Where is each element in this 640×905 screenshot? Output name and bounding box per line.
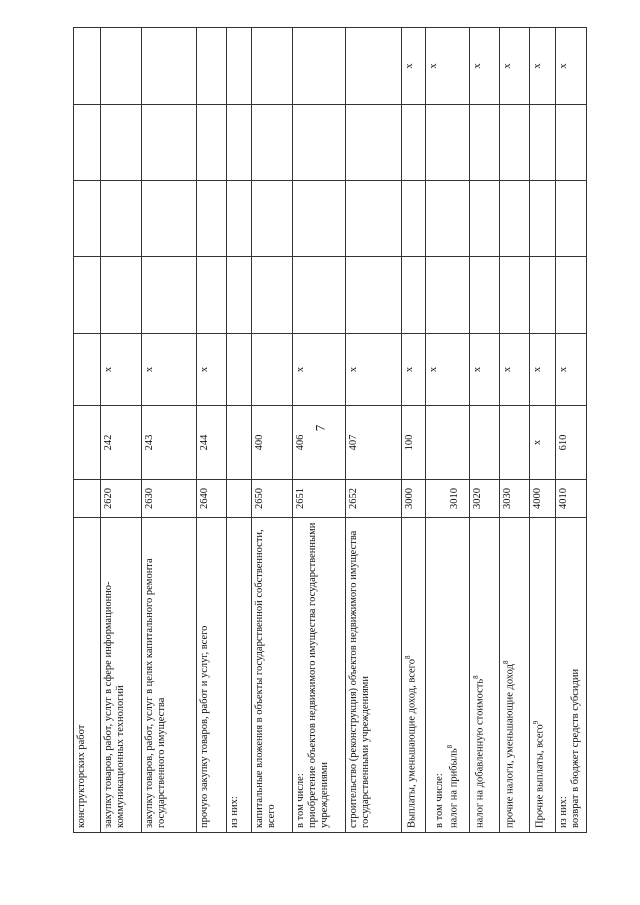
rotated-table-container bbox=[73, 28, 586, 833]
cross-mark: х bbox=[101, 334, 142, 406]
cross-mark: х bbox=[426, 334, 470, 406]
budget-code: 100 bbox=[402, 406, 426, 480]
line-code: 4010 bbox=[556, 480, 587, 518]
line-code: 3030 bbox=[500, 480, 530, 518]
line-code: 4000 bbox=[530, 480, 556, 518]
line-code bbox=[74, 480, 101, 518]
budget-code bbox=[426, 406, 470, 480]
cross-mark: х bbox=[346, 334, 402, 406]
budget-code: 243 bbox=[142, 406, 197, 480]
cross-mark: х bbox=[197, 334, 227, 406]
cross-mark: х bbox=[530, 28, 556, 105]
table-row bbox=[142, 28, 197, 833]
budget-code: 406 bbox=[293, 406, 346, 480]
row-label: конструкторских работ bbox=[74, 518, 101, 833]
row-label: Выплаты, уменьшающие доход, всего$^8$ bbox=[402, 518, 426, 833]
line-code: 2620 bbox=[101, 480, 142, 518]
table-row bbox=[402, 28, 426, 833]
table-row bbox=[530, 28, 556, 833]
line-code: 3000 bbox=[402, 480, 426, 518]
table-row bbox=[101, 28, 142, 833]
budget-code: 407 bbox=[346, 406, 402, 480]
line-code: 2640 bbox=[197, 480, 227, 518]
cross-mark: х bbox=[530, 334, 556, 406]
row-label: закупку товаров, работ, услуг в сфере информационно-коммуникационных технологий bbox=[101, 518, 142, 833]
cross-mark: х bbox=[500, 28, 530, 105]
financial-table bbox=[73, 27, 587, 833]
row-label: закупку товаров, работ, услуг в целях капитального ремонта государственного имущества bbox=[142, 518, 197, 833]
row-label: из них: bbox=[227, 518, 252, 833]
cross-mark: х bbox=[556, 28, 587, 105]
table-row bbox=[346, 28, 402, 833]
row-label-intro: в том числе: bbox=[434, 773, 445, 828]
row-label: прочие налоги, уменьшающие доход$^8$ bbox=[500, 518, 530, 833]
budget-code bbox=[74, 406, 101, 480]
cross-mark: х bbox=[402, 334, 426, 406]
row-label-intro: из них: bbox=[558, 796, 569, 828]
budget-code: 244 bbox=[197, 406, 227, 480]
row-label-main: приобретение объектов недвижимого имущества государственными учреждениями bbox=[307, 522, 331, 828]
table-row bbox=[227, 28, 252, 833]
table-row bbox=[426, 28, 470, 833]
budget-code: 400 bbox=[252, 406, 293, 480]
row-label: капитальные вложения в объекты государственной собственности, всего bbox=[252, 518, 293, 833]
cross-mark: х bbox=[426, 28, 470, 105]
row-label: налог на добавленную стоимость$^8$ bbox=[470, 518, 500, 833]
row-label bbox=[293, 518, 346, 833]
budget-code bbox=[470, 406, 500, 480]
budget-code bbox=[500, 406, 530, 480]
row-label-main: возврат в бюджет средств субсидии bbox=[570, 668, 582, 828]
row-label: Прочие выплаты, всего$^9$ bbox=[530, 518, 556, 833]
table-row bbox=[74, 28, 101, 833]
budget-code: 610 bbox=[556, 406, 587, 480]
line-code: 2652 bbox=[346, 480, 402, 518]
table-row bbox=[293, 28, 346, 833]
line-code: 2630 bbox=[142, 480, 197, 518]
cross-mark: х bbox=[293, 334, 346, 406]
cross-mark: х bbox=[402, 28, 426, 105]
table-row bbox=[500, 28, 530, 833]
line-code: 3010 bbox=[426, 480, 470, 518]
cross-mark: х bbox=[142, 334, 197, 406]
row-label bbox=[556, 518, 587, 833]
cross-mark: х bbox=[470, 28, 500, 105]
row-label: строительство (реконструкция) объектов недвижимого имущества государственными учреждениями bbox=[346, 518, 402, 833]
cross-mark: х bbox=[556, 334, 587, 406]
cross-mark: х bbox=[470, 334, 500, 406]
table-row bbox=[556, 28, 587, 833]
page-number: 7 bbox=[312, 424, 327, 432]
row-label: в том числе: налог на прибыль$^8$ bbox=[426, 518, 470, 833]
row-label-intro: в том числе: bbox=[295, 773, 306, 828]
budget-code: 242 bbox=[101, 406, 142, 480]
table-row bbox=[470, 28, 500, 833]
line-code: 2650 bbox=[252, 480, 293, 518]
table-row bbox=[197, 28, 227, 833]
cross-mark: х bbox=[500, 334, 530, 406]
line-code: 3020 bbox=[470, 480, 500, 518]
line-code: 2651 bbox=[293, 480, 346, 518]
row-label: прочую закупку товаров, работ и услуг, всего bbox=[197, 518, 227, 833]
budget-code: х bbox=[530, 406, 556, 480]
table-row bbox=[252, 28, 293, 833]
